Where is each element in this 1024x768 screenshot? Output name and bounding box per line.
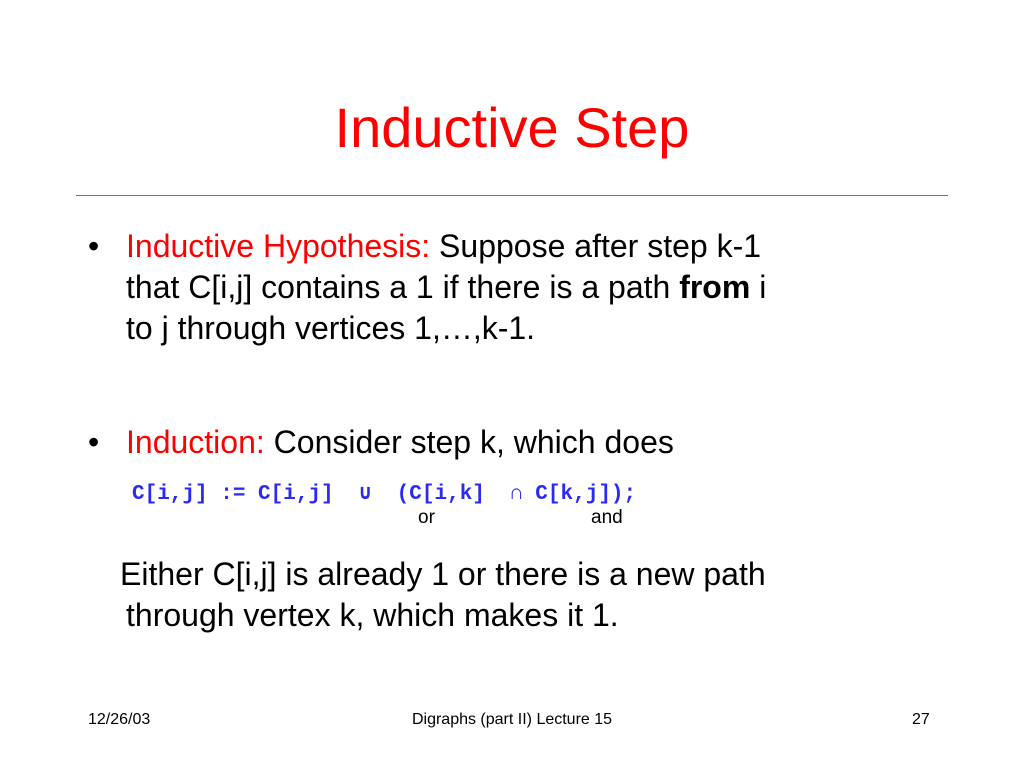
bullet-induction [126,422,674,463]
code-statement: C[i,j] := C[i,j] ∪ (C[i,k] ∩ C[k,j]); [132,483,637,506]
bullet-marker-hypothesis: • [88,228,100,264]
hypothesis-text-2b: i [750,269,767,305]
hypothesis-text-2a: that C[i,j] contains a 1 if there is a path [126,269,680,305]
explanation [120,554,766,636]
footer-title: Digraphs (part II) Lecture 15 [411,711,613,728]
slide-title: Inductive Step [334,96,690,159]
title-divider [76,195,948,196]
hypothesis-line-2 [126,267,766,308]
bullet-marker-induction: • [88,424,100,460]
explanation-line-1: Either C[i,j] is already 1 or there is a new path [120,556,766,592]
bullet-hypothesis [126,226,766,349]
hypothesis-emphasis: from [679,269,751,305]
hypothesis-line-3: to j through vertices 1,…,k-1. [126,310,536,346]
hypothesis-text-1: Suppose after step k-1 [430,228,762,264]
footer-page-number: 27 [912,711,930,728]
induction-text: Consider step k, which does [264,424,674,460]
induction-line [126,422,674,463]
footer-date: 12/26/03 [88,711,151,728]
explanation-line-2: through vertex k, which makes it 1. [126,597,619,633]
induction-label: Induction: [126,424,265,460]
union-or-label: or [418,507,435,528]
hypothesis-label: Inductive Hypothesis: [126,228,431,264]
hypothesis-line-1 [126,226,766,267]
intersection-and-label: and [591,507,623,528]
